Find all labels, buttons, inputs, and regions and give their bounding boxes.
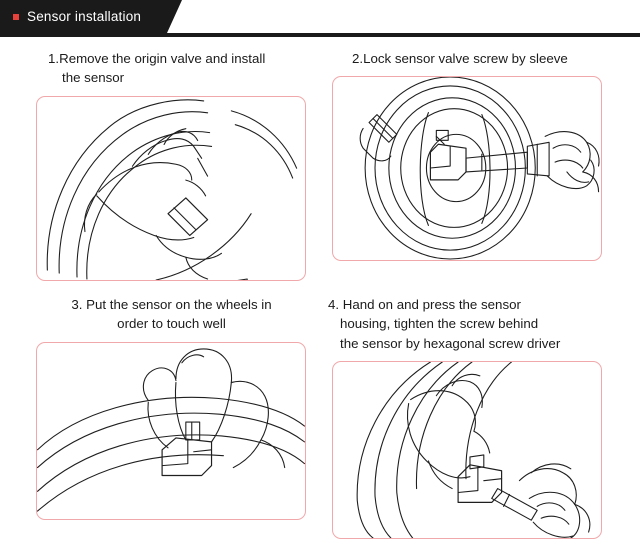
step-4-caption-line-3: the sensor by hexagonal screw driver — [340, 335, 561, 351]
header — [0, 0, 640, 37]
step-1-illustration — [36, 96, 306, 281]
step-4-caption-line-2: housing, tighten the screw behind — [340, 316, 539, 332]
step-3 — [18, 295, 325, 520]
step-4-illustration — [332, 361, 602, 539]
step-1-caption-line-2: the sensor — [62, 70, 125, 86]
step-4-caption — [322, 295, 629, 353]
header-tab — [0, 0, 167, 33]
step-3-illustration — [36, 342, 306, 520]
bullet-icon — [13, 14, 19, 20]
step-1-caption — [18, 49, 325, 88]
step-2-caption — [322, 49, 629, 68]
step-3-caption — [18, 295, 325, 334]
step-1-caption-line-1: 1.Remove the origin valve and install — [48, 51, 266, 66]
steps-grid — [0, 37, 640, 555]
step-2-illustration — [332, 76, 602, 261]
step-4 — [322, 295, 629, 539]
step-4-caption-line-1: 4. Hand on and press the sensor — [328, 297, 521, 312]
step-3-caption-line-2: order to touch well — [117, 316, 226, 332]
step-2-caption-line-1: 2.Lock sensor valve screw by sleeve — [352, 51, 568, 66]
step-3-caption-line-1: 3. Put the sensor on the wheels in — [71, 297, 272, 312]
step-1 — [18, 49, 325, 281]
step-2 — [322, 49, 629, 261]
page-title: Sensor installation — [27, 9, 142, 24]
